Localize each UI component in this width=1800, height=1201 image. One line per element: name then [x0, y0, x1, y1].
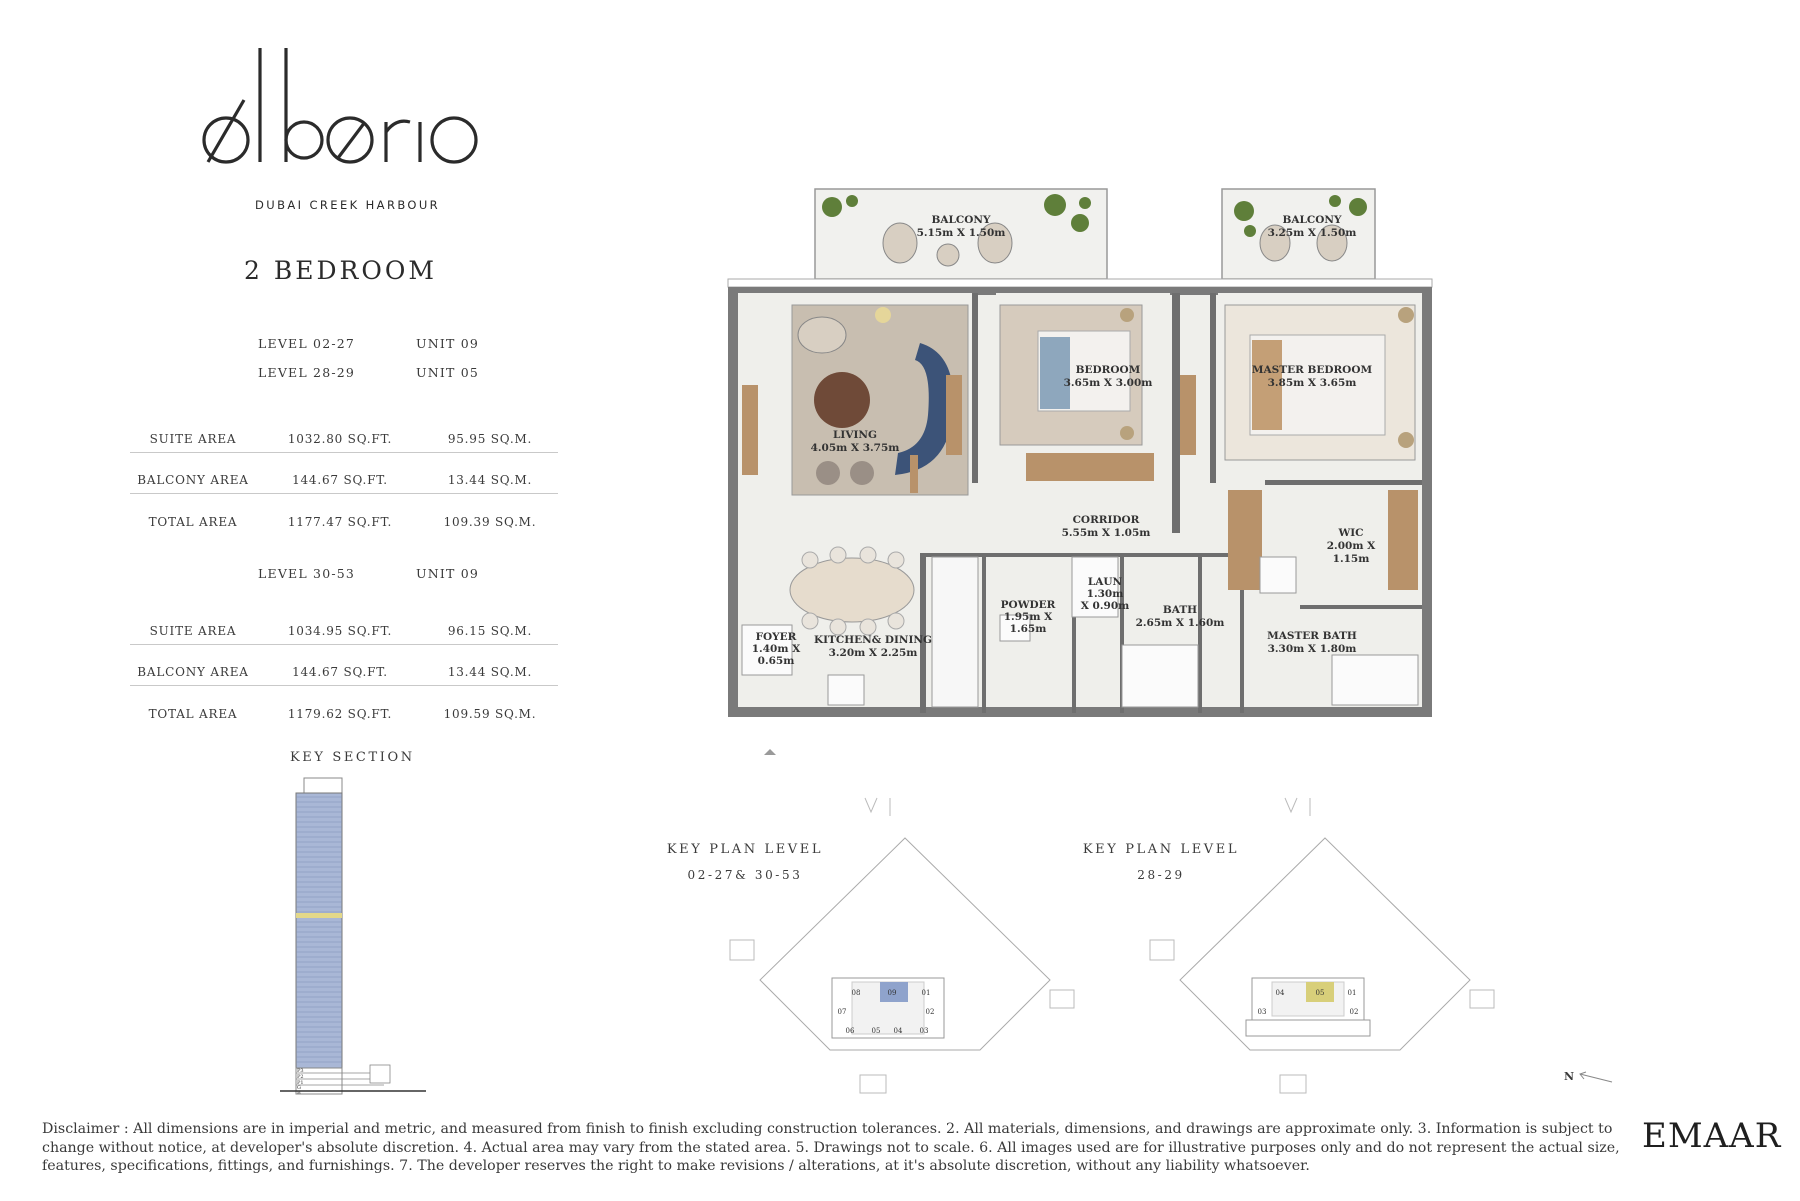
room-dimension: 4.05m X 3.75m [810, 442, 900, 454]
unit-number: 05 [1315, 989, 1325, 997]
room-dimension: 3.25m X 1.50m [1267, 227, 1357, 239]
unit-number: 05 [871, 1027, 881, 1035]
room-dimension: 5.55m X 1.05m [1061, 527, 1151, 539]
unit-type-title: 2 BEDROOM [244, 256, 437, 285]
area-sqm: 109.59 SQ.M. [443, 707, 537, 721]
room-label: FOYER [755, 631, 797, 643]
room-dimension: 1.40m X [751, 643, 801, 655]
area-sqft: 1032.80 SQ.FT. [287, 432, 393, 446]
room-label: CORRIDOR [1072, 514, 1140, 526]
room-dimension: 1.30m [1086, 588, 1124, 600]
podium-label: B [297, 1090, 301, 1095]
room-dimension: 3.30m X 1.80m [1267, 643, 1357, 655]
room-label: LIVING [833, 429, 877, 441]
area-sqft: 1179.62 SQ.FT. [287, 707, 393, 721]
area-row [130, 651, 558, 693]
unit-label: UNIT 09 [416, 566, 480, 581]
unit-number: 04 [1275, 989, 1285, 997]
room-dimension: 1.95m X [1003, 611, 1053, 623]
podium-label: P2 [297, 1074, 304, 1080]
unit-number: 03 [919, 1027, 929, 1035]
north-indicator [1564, 1070, 1614, 1084]
unit-number: 02 [1349, 1008, 1359, 1016]
key-section-diagram [280, 775, 430, 1095]
room-label: WIC [1338, 527, 1364, 539]
room-dimension: 0.65m [757, 655, 795, 667]
area-row [130, 501, 558, 543]
area-label: TOTAL AREA [148, 707, 238, 721]
unit-number: 07 [837, 1008, 847, 1016]
room-label: BATH [1162, 604, 1198, 616]
level-label: LEVEL 02-27 [258, 336, 356, 351]
key-plan-title: KEY PLAN LEVEL [666, 842, 824, 857]
unit-number: 06 [845, 1027, 855, 1035]
unit-number: 01 [921, 989, 931, 997]
unit-label: UNIT 09 [416, 336, 480, 351]
location-subtitle: DUBAI CREEK HARBOUR [255, 198, 441, 212]
alberio-logo [200, 40, 490, 170]
area-sqft: 1177.47 SQ.FT. [287, 515, 393, 529]
room-dimension: 3.65m X 3.00m [1063, 377, 1153, 389]
podium-label: P1 [297, 1080, 304, 1086]
floor-plan [720, 185, 1440, 755]
unit-number: 04 [893, 1027, 903, 1035]
level-label: LEVEL 28-29 [258, 365, 356, 380]
area-sqft: 1034.95 SQ.FT. [287, 624, 393, 638]
entry-marker [750, 749, 790, 755]
room-dimension: 3.20m X 2.25m [828, 647, 918, 659]
area-label: SUITE AREA [149, 432, 237, 446]
divider [130, 685, 558, 686]
room-dimension: 2.00m X [1326, 540, 1376, 552]
area-sqm: 95.95 SQ.M. [447, 432, 533, 446]
room-dimension: X 0.90m [1080, 600, 1130, 612]
area-sqm: 96.15 SQ.M. [447, 624, 533, 638]
divider [130, 493, 558, 494]
key-plan-2 [1140, 790, 1510, 1100]
podium-label: P3 [297, 1068, 304, 1074]
room-label: MASTER BEDROOM [1251, 364, 1373, 376]
area-sqft: 144.67 SQ.FT. [292, 665, 388, 679]
divider [130, 644, 558, 645]
unit-label: UNIT 05 [416, 365, 480, 380]
north-arrow-icon [1578, 1070, 1614, 1084]
room-dimension: 2.65m X 1.60m [1135, 617, 1225, 629]
key-plan-title: KEY PLAN LEVEL [1082, 842, 1240, 857]
room-dimension: 1.15m [1332, 553, 1370, 565]
key-plan-levels: 02-27& 30-53 [687, 868, 803, 882]
unit-number: 09 [887, 989, 897, 997]
disclaimer: Disclaimer : All dimensions are in imperial and metric, and measured from finish to finish excluding construction tolerances. 2. All materials, dimensions, and drawings are approximate only. 3. Information is subject to change without notice, at developer's absolute discretion. 4. Actual area may vary from the stated area. 5. Drawings not to scale. 6. All images used are for illustrative purposes only and do not represent the actual size, features, specifications, fittings, and furnishings. 7. The developer reserves the right to make revisions / alterations, at it's absolute discretion, without any liability whatsoever. [42, 1121, 1620, 1174]
area-row [130, 610, 558, 652]
area-label: BALCONY AREA [137, 665, 249, 679]
room-label: BALCONY [1282, 214, 1342, 226]
area-sqm: 109.39 SQ.M. [443, 515, 537, 529]
podium-label: G [297, 1085, 301, 1091]
room-label: BEDROOM [1075, 364, 1141, 376]
key-plan-levels: 28-29 [1137, 868, 1185, 882]
north-label: N [1564, 1070, 1575, 1083]
area-sqm: 13.44 SQ.M. [447, 473, 533, 487]
key-plan-1 [720, 790, 1090, 1100]
unit-number: 03 [1257, 1008, 1267, 1016]
unit-number: 02 [925, 1008, 935, 1016]
room-label: LAUN [1087, 576, 1123, 588]
area-label: BALCONY AREA [137, 473, 249, 487]
unit-number: 08 [851, 989, 861, 997]
room-dimension: 5.15m X 1.50m [916, 227, 1006, 239]
room-label: KITCHEN& DINING [814, 634, 932, 646]
area-label: SUITE AREA [149, 624, 237, 638]
room-dimension: 3.85m X 3.65m [1267, 377, 1357, 389]
area-sqft: 144.67 SQ.FT. [292, 473, 388, 487]
area-row [130, 693, 558, 735]
room-label: BALCONY [931, 214, 991, 226]
room-dimension: 1.65m [1009, 623, 1047, 635]
room-label: MASTER BATH [1267, 630, 1357, 642]
emaar-logo: EMAAR [1642, 1116, 1782, 1156]
area-row [130, 459, 558, 501]
key-section-title: KEY SECTION [290, 750, 415, 765]
area-row [130, 418, 558, 460]
divider [130, 452, 558, 453]
unit-number: 01 [1347, 989, 1357, 997]
level-label: LEVEL 30-53 [258, 566, 356, 581]
area-sqm: 13.44 SQ.M. [447, 665, 533, 679]
area-label: TOTAL AREA [148, 515, 238, 529]
room-label: POWDER [1000, 599, 1056, 611]
